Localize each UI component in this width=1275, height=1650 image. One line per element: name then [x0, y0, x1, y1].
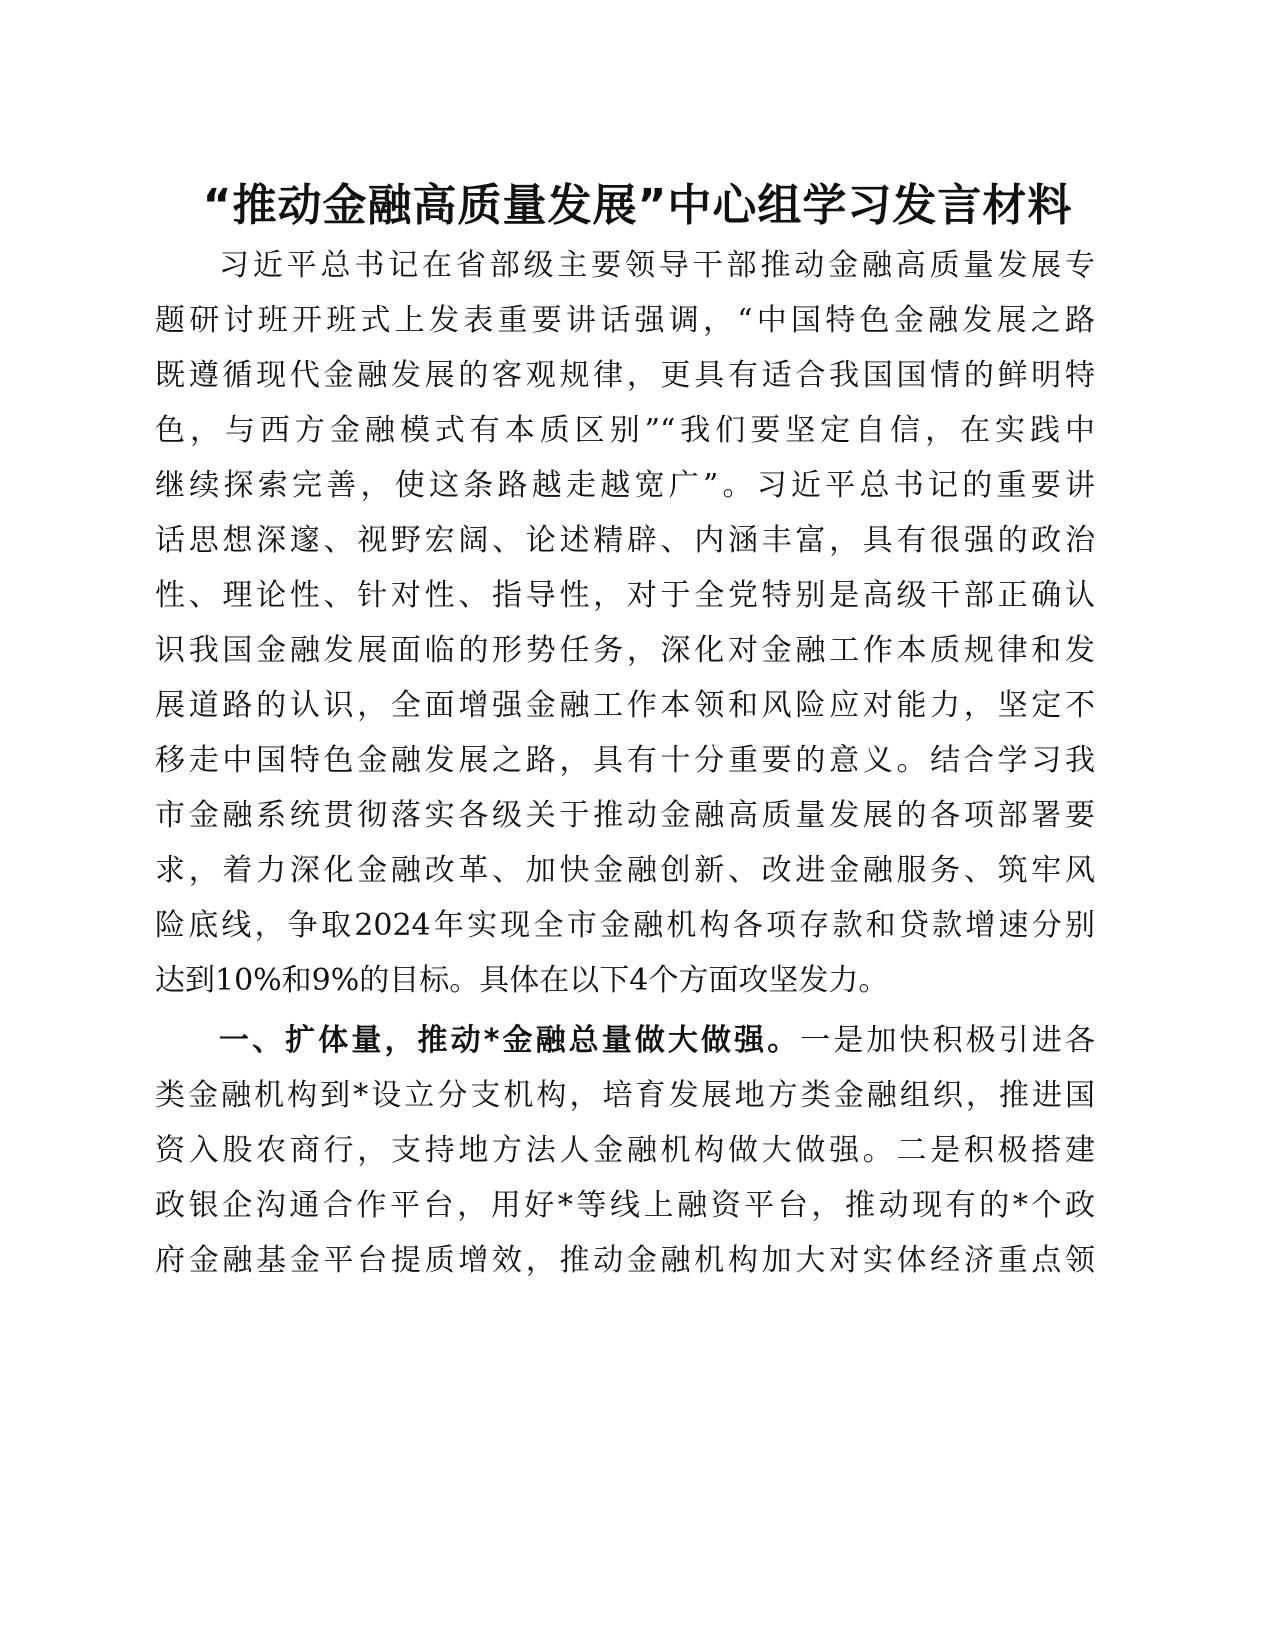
section-first-line: [155, 1013, 1095, 1068]
paragraph-line: 习近平总书记在省部级主要领导干部推动金融高质量发展专: [219, 248, 1095, 283]
paragraph-line: 话思想深邃、视野宏阔、论述精辟、内涵丰富，具有很强的政治: [155, 523, 1095, 558]
section-one: [155, 1013, 1095, 1288]
paragraph-line: 移走中国特色金融发展之路，具有十分重要的意义。结合学习我: [155, 743, 1095, 778]
paragraph-line: 识我国金融发展面临的形势任务，深化对金融工作本质规律和发: [155, 633, 1095, 668]
section-line: 政银企沟通合作平台，用好*等线上融资平台，推动现有的*个政: [155, 1188, 1095, 1223]
section-line: 类金融机构到*设立分支机构，培育发展地方类金融组织，推进国: [155, 1078, 1095, 1113]
paragraph-line: 色，与西方金融模式有本质区别”“我们要坚定自信，在实践中: [155, 413, 1095, 448]
paragraph-line: 继续探索完善，使这条路越走越宽广”。习近平总书记的重要讲: [155, 468, 1095, 503]
paragraph-line: 既遵循现代金融发展的客观规律，更具有适合我国国情的鲜明特: [155, 358, 1095, 393]
paragraph-line: 求，着力深化金融改革、加快金融创新、改进金融服务、筑牢风: [155, 853, 1095, 888]
section-heading: 一、扩体量，推动*金融总量做大做强。: [219, 1023, 801, 1058]
paragraph-line: 达到10%和9%的目标。具体在以下4个方面攻坚发力。: [155, 963, 889, 998]
document-title: “推动金融高质量发展”中心组学习发言材料: [202, 180, 1073, 231]
paragraph-line: 展道路的认识，全面增强金融工作本领和风险应对能力，坚定不: [155, 688, 1095, 723]
section-line: 府金融基金平台提质增效，推动金融机构加大对实体经济重点领: [155, 1243, 1095, 1278]
section-line: 资入股农商行，支持地方法人金融机构做大做强。二是积极搭建: [155, 1133, 1095, 1168]
paragraph-line: 险底线，争取2024年实现全市金融机构各项存款和贷款增速分别: [155, 908, 1095, 943]
document-body: [155, 238, 1095, 1288]
paragraph-line: 题研讨班开班式上发表重要讲话强调，“中国特色金融发展之路: [155, 303, 1095, 338]
paragraph-line: 性、理论性、针对性、指导性，对于全党特别是高级干部正确认: [155, 578, 1095, 613]
paragraph-intro: [155, 238, 1095, 1008]
section-text: 一是加快积极引进各: [800, 1023, 1095, 1058]
paragraph-line: 市金融系统贯彻落实各级关于推动金融高质量发展的各项部署要: [155, 798, 1095, 833]
